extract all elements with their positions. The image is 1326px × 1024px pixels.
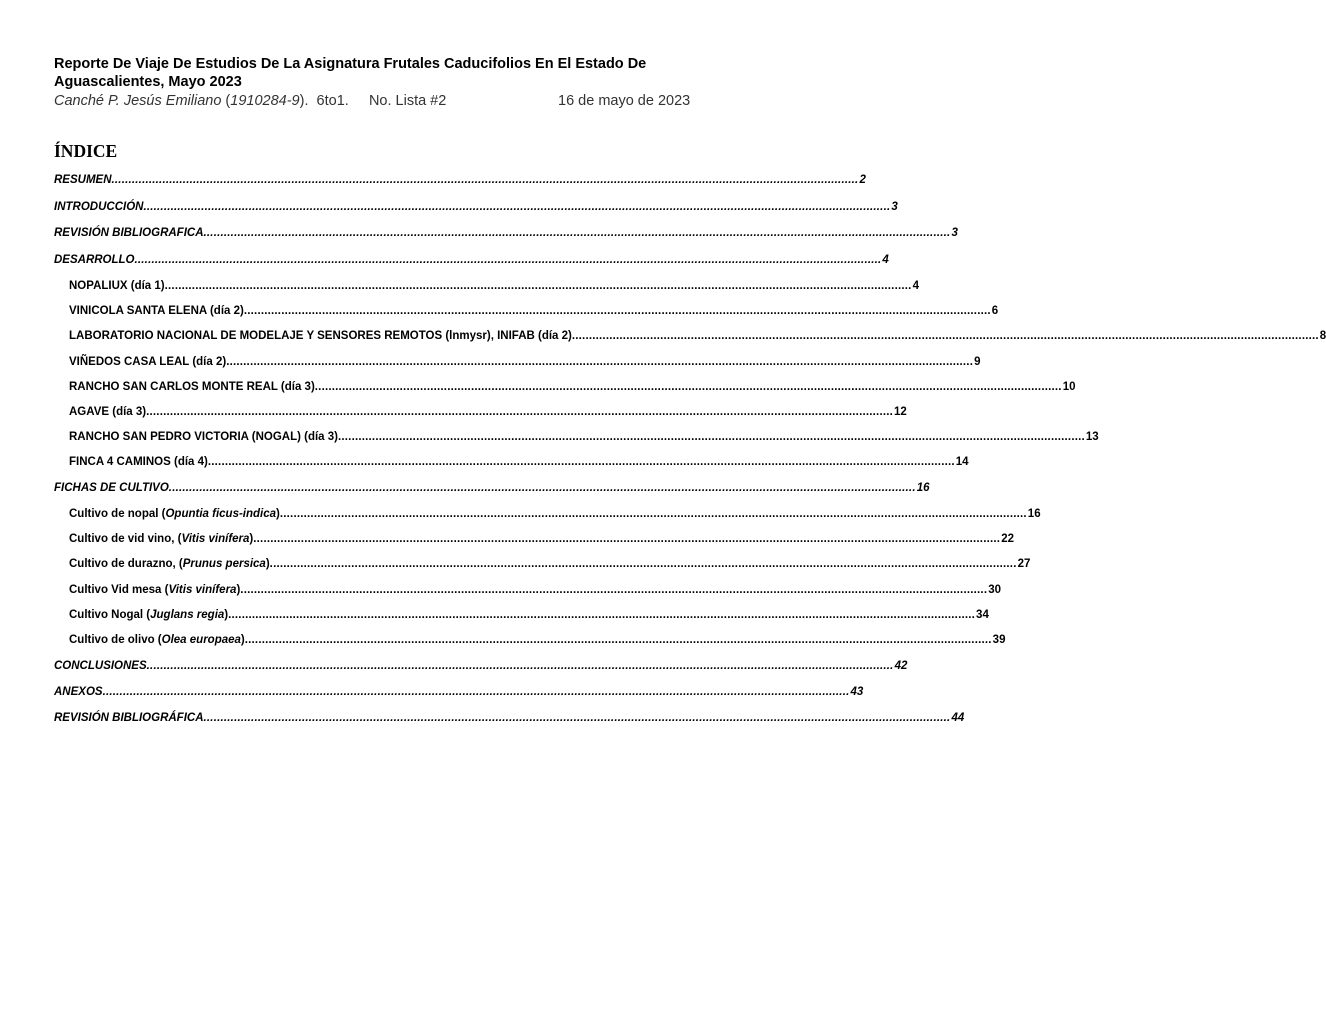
toc-leader-dots: ............................................................................................................................................................................................................................	[240, 584, 988, 596]
author-name: Canché P. Jesús Emiliano	[54, 93, 222, 109]
toc-leader-dots: ............................................................................................................................................................................................................................	[164, 280, 912, 292]
toc-leader-dots: ............................................................................................................................................................................................................................	[143, 201, 891, 213]
toc-entry[interactable]	[69, 631, 1006, 649]
toc-leader-dots: ............................................................................................................................................................................................................................	[146, 660, 894, 672]
toc-page-number: 12	[894, 406, 907, 418]
toc-page-number: 14	[955, 456, 969, 468]
toc-entry-label: AGAVE (día 3)	[69, 406, 147, 418]
toc-entry[interactable]	[54, 198, 898, 216]
toc-page-number: 2	[859, 174, 866, 186]
species-name: Vitis vinífera	[168, 584, 237, 596]
author-line: Canché P. Jesús Emiliano (1910284-9). 6to1. No. Lista #2 16 de mayo de 2023	[54, 93, 691, 109]
toc-page-number: 10	[1062, 381, 1076, 393]
toc-entry[interactable]	[54, 657, 908, 675]
species-name: Prunus persica	[182, 558, 266, 570]
toc-leader-dots: ............................................................................................................................................................................................................................	[134, 254, 882, 266]
toc-entry-label: Cultivo de durazno, (Prunus persica)	[69, 558, 270, 570]
group: 6to1.	[316, 93, 349, 109]
toc-entry-label: Cultivo de olivo (Olea europaea)	[69, 634, 245, 646]
toc-leader-dots: ............................................................................................................................................................................................................................	[244, 634, 992, 646]
toc-page-number: 16	[1027, 508, 1041, 520]
toc-leader-dots: ............................................................................................................................................................................................................................	[314, 381, 1062, 393]
toc-leader-dots: ............................................................................................................................................................................................................................	[253, 533, 1001, 545]
toc-leader-dots: ............................................................................................................................................................................................................................	[203, 227, 951, 239]
toc-entry[interactable]	[69, 353, 981, 371]
toc-entry-label: Cultivo Vid mesa (Vitis vinífera)	[69, 584, 241, 596]
toc-page-number: 42	[894, 660, 908, 672]
toc-entry-label: DESARROLLO	[54, 254, 135, 266]
species-name: Opuntia ficus-indica	[165, 508, 277, 520]
toc-entry-label: VINICOLA SANTA ELENA (día 2)	[69, 305, 244, 317]
toc-entry-label: Cultivo Nogal (Juglans regia)	[69, 609, 229, 621]
toc-leader-dots: ............................................................................................................................................................................................................................	[571, 330, 1319, 342]
toc-entry-label: INTRODUCCIÓN	[54, 201, 144, 213]
species-name: Juglans regia	[150, 609, 225, 621]
toc-page-number: 27	[1017, 558, 1031, 570]
toc-entry[interactable]	[69, 530, 1014, 548]
toc-leader-dots: ............................................................................................................................................................................................................................	[203, 712, 951, 724]
toc-leader-dots: ............................................................................................................................................................................................................................	[243, 305, 991, 317]
species-name: Olea europaea	[161, 634, 241, 646]
document-title: Reporte De Viaje De Estudios De La Asignatura Frutales Caducifolios En El Estado De Aguascalientes, Mayo 2023	[54, 56, 647, 90]
toc-entry-label: REVISIÓN BIBLIOGRAFICA	[54, 227, 204, 239]
species-name: Vitis vinífera	[181, 533, 250, 545]
toc-entry[interactable]	[54, 251, 889, 269]
toc-entry-label: LABORATORIO NACIONAL DE MODELAJE Y SENSORES REMOTOS (lnmysr), INIFAB (día 2)	[69, 330, 572, 342]
toc-entry[interactable]	[69, 378, 1076, 396]
toc-page-number: 39	[992, 634, 1006, 646]
toc-leader-dots: ............................................................................................................................................................................................................................	[111, 174, 859, 186]
toc-page-number: 3	[891, 201, 898, 213]
toc-page-number: 16	[916, 482, 930, 494]
index-heading: ÍNDICE	[54, 141, 118, 161]
toc-entry[interactable]	[54, 683, 864, 701]
toc-entry[interactable]	[69, 277, 919, 295]
toc-entry-label: VIÑEDOS CASA LEAL (día 2)	[69, 356, 227, 368]
toc-page-number: 44	[951, 712, 965, 724]
toc-leader-dots: ............................................................................................................................................................................................................................	[337, 431, 1085, 443]
toc-page-number: 8	[1319, 330, 1326, 342]
toc-page-number: 22	[1001, 533, 1014, 545]
toc-leader-dots: ............................................................................................................................................................................................................................	[228, 609, 976, 621]
toc-leader-dots: ............................................................................................................................................................................................................................	[269, 558, 1017, 570]
toc-entry[interactable]	[54, 224, 958, 242]
toc-page-number: 6	[991, 305, 999, 317]
toc-entry[interactable]	[69, 302, 999, 320]
toc-page-number: 30	[988, 584, 1002, 596]
author-id: 1910284-9	[230, 93, 300, 109]
toc-entry[interactable]	[69, 453, 969, 471]
list-number: No. Lista #2	[368, 93, 447, 109]
toc-leader-dots: ............................................................................................................................................................................................................................	[279, 508, 1027, 520]
toc-page-number: 4	[912, 280, 919, 292]
toc-entry-label: FICHAS DE CULTIVO	[54, 482, 169, 494]
toc-leader-dots: ............................................................................................................................................................................................................................	[146, 406, 894, 418]
toc-page-number: 9	[974, 356, 981, 368]
document-page	[54, 55, 1326, 724]
toc-entry-label: RANCHO SAN PEDRO VICTORIA (NOGAL) (día 3)	[69, 431, 338, 443]
toc-entry-label: RANCHO SAN CARLOS MONTE REAL (día 3)	[69, 381, 315, 393]
toc-entry-label: Cultivo de vid vino, (Vitis vinífera)	[69, 533, 254, 545]
toc-entry[interactable]	[69, 555, 1031, 573]
toc-page-number: 3	[951, 227, 958, 239]
toc-entry[interactable]	[69, 606, 989, 624]
toc-page-number: 34	[976, 609, 989, 621]
toc-entry[interactable]	[69, 581, 1002, 599]
toc-entry-label: Cultivo de nopal (Opuntia ficus-indica)	[69, 508, 280, 520]
toc-entry-label: RESUMEN	[54, 174, 112, 186]
toc-leader-dots: ............................................................................................................................................................................................................................	[226, 356, 974, 368]
toc-page-number: 13	[1085, 431, 1099, 443]
toc-entry[interactable]	[54, 171, 866, 189]
toc-leader-dots: ............................................................................................................................................................................................................................	[102, 686, 850, 698]
toc-entry[interactable]	[54, 479, 930, 497]
toc-page-number: 4	[882, 254, 889, 266]
toc-entry[interactable]	[69, 403, 907, 421]
toc-entry-label: REVISIÓN BIBLIOGRÁFICA	[54, 712, 204, 724]
toc-leader-dots: ............................................................................................................................................................................................................................	[207, 456, 955, 468]
document-date: 16 de mayo de 2023	[558, 93, 691, 109]
toc-leader-dots: ............................................................................................................................................................................................................................	[168, 482, 916, 494]
toc-entry[interactable]	[69, 505, 1041, 523]
toc-entry-label: ANEXOS	[54, 686, 103, 698]
toc-entry-label: NOPALIUX (día 1)	[69, 280, 165, 292]
toc-entry-label: FINCA 4 CAMINOS (día 4)	[69, 456, 208, 468]
toc-entry[interactable]	[69, 428, 1099, 446]
toc-page-number: 43	[850, 686, 864, 698]
toc-entry[interactable]	[54, 709, 965, 727]
toc-entry-label: CONCLUSIONES	[54, 660, 147, 672]
toc-entry[interactable]	[69, 327, 1326, 345]
